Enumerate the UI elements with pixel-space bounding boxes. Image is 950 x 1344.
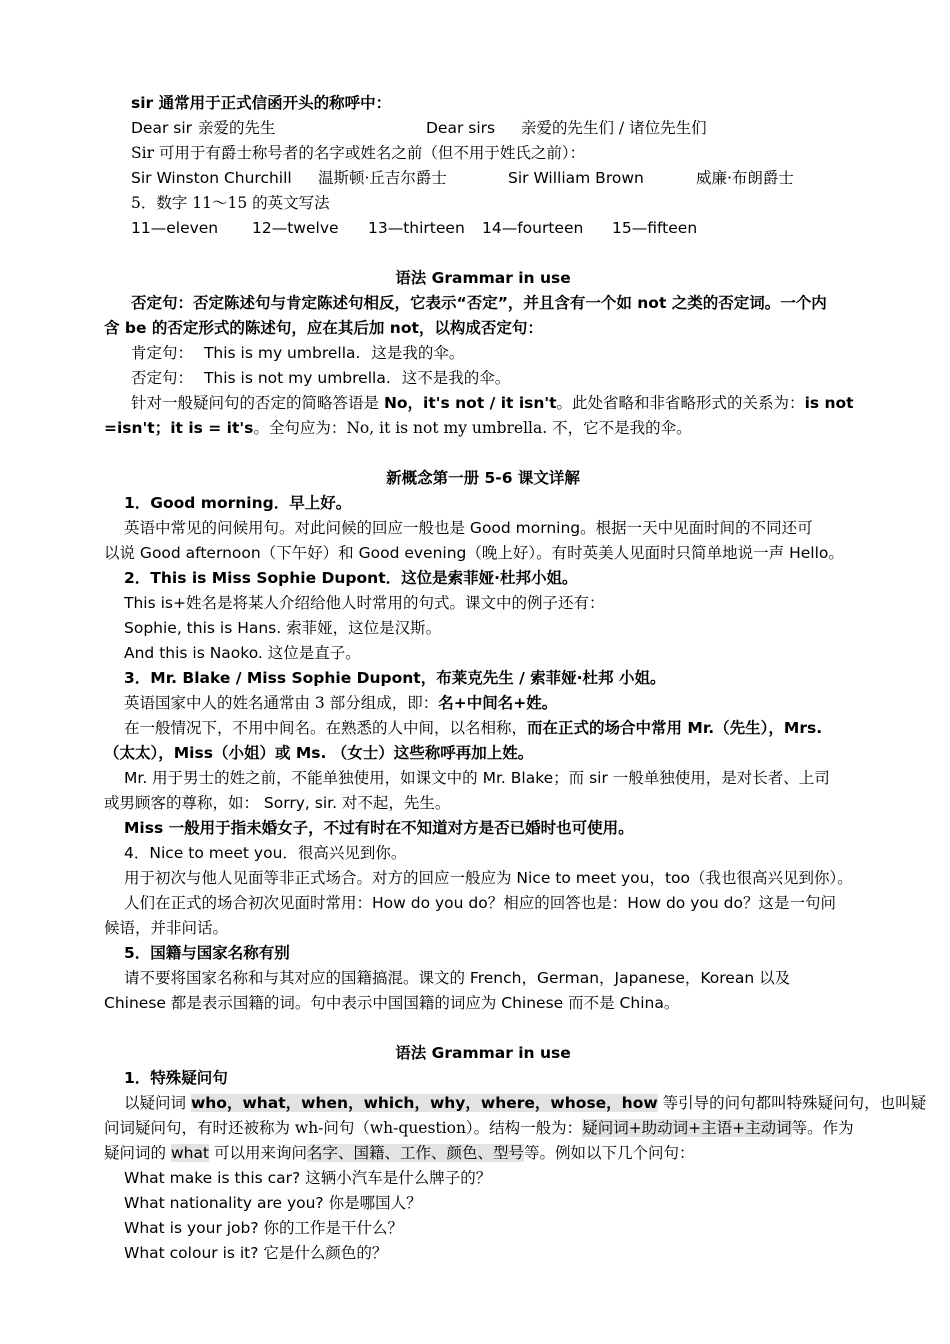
special-question-text: 以疑问词 [124,1094,191,1112]
special-question-text: 等引导的问句都叫特殊疑问句，也叫疑 [657,1094,927,1112]
negative-cn: 这不是我的伞。 [401,369,511,387]
short-answer-line1 [131,393,862,413]
point-3-text: 英语国家中人的姓名通常由 3 部分组成，即： [124,694,439,712]
point-4-line: 用于初次与他人见面等非正式场合。对方的回应一般应为 Nice to meet you，too（我也很高兴见到你）。 [124,869,853,887]
number-item: 11—eleven [131,219,219,237]
point-3-line [124,693,862,713]
negative-example [131,368,862,388]
example-question: What is your job? 你的工作是干什么？ [124,1219,404,1237]
special-question-text: 等。作为 [791,1119,854,1137]
example-question: What colour is it? 它是什么颜色的？ [124,1244,388,1262]
highlighted-text: 疑问词+助动词+主语+主动词 [582,1119,792,1137]
dear-sir-en: Dear sir [131,119,193,137]
point-4-line: 人们在正式的场合初次见面时常用：How do you do？相应的回答也是：How do you do？这是一句问 [124,894,836,912]
number-item: 12—twelve [252,219,339,237]
point-1-line: 以说 Good afternoon（下午好）和 Good evening（晚上好）。有时英美人见面时只简单地说一声 Hello。 [104,544,844,562]
short-answer-bold: is not [804,394,854,412]
highlighted-text: 名字、国籍、工作、颜色、型号 [306,1144,524,1162]
churchill-en: Sir Winston Churchill [131,169,292,187]
dear-sir-cn: 亲爱的先生 [198,119,276,137]
grammar-title-2: 语法 Grammar in use [395,1044,571,1062]
short-answer-text: 。此处省略和非省略形式的关系为： [556,394,805,412]
sir-usage: Sir 可用于有爵士称号者的名字或姓名之前（但不用于姓氏之前）： [131,144,586,162]
sir-heading: sir 通常用于正式信函开头的称呼中： [131,94,392,112]
short-answer-text: 。全句应为：No, it is not my umbrella. 不，它不是我的伞。 [253,419,692,437]
positive-cn: 这是我的伞。 [371,344,465,362]
point-5-heading: 5．国籍与国家名称有别 [124,944,290,962]
dear-sirs-cn: 亲爱的先生们 / 诸位先生们 [521,119,707,137]
point-4-heading: 4．Nice to meet you．很高兴见到你。 [124,844,407,862]
short-answer-line2 [104,418,862,438]
point-3-heading: 3．Mr. Blake / Miss Sophie Dupont，布莱克先生 / 索菲娅·杜邦 小姐。 [124,669,666,687]
point-5-line: 请不要将国家名称和与其对应的国籍搞混。课文的 French，German，Japanese，Korean 以及 [124,969,791,987]
point-5-line: Chinese 都是表示国籍的词。句中表示中国国籍的词应为 Chinese 而不是 China。 [104,994,680,1012]
point-2-line: Sophie, this is Hans. 索菲娅，这位是汉斯。 [124,619,442,637]
short-answer-bold: No，it's not / it isn't [383,394,557,412]
negative-def-line2: 含 be 的否定形式的陈述句，应在其后加 not，以构成否定句： [104,319,543,337]
negative-en: This is not my umbrella. [203,369,391,387]
point-3-line: 或男顾客的尊称，如： Sorry, sir. 对不起，先生。 [104,794,451,812]
grammar-title: 语法 Grammar in use [395,269,571,287]
negative-def-line1: 否定句：否定陈述句与肯定陈述句相反，它表示“否定”，并且含有一个如 not 之类的否定词。一个内 [131,294,827,312]
special-question-line [104,1118,862,1138]
number-item: 14—fourteen [482,219,584,237]
point-3-line: （太太），Miss（小姐）或 Ms. （女士）这些称呼再加上姓。 [104,744,534,762]
example-question: What make is this car? 这辆小汽车是什么牌子的？ [124,1169,492,1187]
example-question: What nationality are you? 你是哪国人？ [124,1194,422,1212]
brown-en: Sir William Brown [508,169,644,187]
special-question-heading: 1．特殊疑问句 [124,1069,228,1087]
point-3-bold: 而在正式的场合中常用 Mr.（先生），Mrs. [527,719,823,737]
number-item: 15—fifteen [612,219,698,237]
point-3-bold: 名+中间名+姓。 [438,694,558,712]
point-2-line: And this is Naoko. 这位是直子。 [124,644,361,662]
point-2-line: This is+姓名是将某人介绍给他人时常用的句式。课文中的例子还有： [124,594,605,612]
special-question-text: 问词疑问句，有时还被称为 wh-问句（wh-question）。结构一般为： [104,1119,583,1137]
churchill-cn: 温斯顿·丘吉尔爵士 [318,169,447,187]
positive-en: This is my umbrella. [203,344,361,362]
special-question-text: 可以用来询问 [209,1144,307,1162]
highlighted-text: who，what，when，which，why，where，whose，how [190,1094,658,1112]
special-question-text: 等。例如以下几个问句： [523,1144,695,1162]
point-1-heading: 1．Good morning．早上好。 [124,494,352,512]
lesson-title: 新概念第一册 5-6 课文详解 [386,469,580,487]
point-3-line: Miss 一般用于指未婚女子，不过有时在不知道对方是否已婚时也可使用。 [124,819,634,837]
point-2-heading: 2．This is Miss Sophie Dupont．这位是索菲娅·杜邦小姐。 [124,569,578,587]
numbers-heading: 5．数字 11～15 的英文写法 [131,194,330,212]
point-1-line: 英语中常见的问候用句。对此问候的回应一般也是 Good morning。根据一天中见面时间的不同还可 [124,519,813,537]
highlighted-text: what [170,1144,210,1162]
point-3-line [124,718,862,738]
special-question-line [104,1143,862,1163]
special-question-line [124,1093,927,1113]
point-3-line: Mr. 用于男士的姓之前，不能单独使用，如课文中的 Mr. Blake；而 sir 一般单独使用，是对长者、上司 [124,769,830,787]
special-question-text: 疑问词的 [104,1144,171,1162]
brown-cn: 威廉·布朗爵士 [696,169,794,187]
positive-label: 肯定句： [131,344,194,362]
point-3-text: 在一般情况下，不用中间名。在熟悉的人中间，以名相称， [124,719,528,737]
short-answer-bold: =isn't；it is = it's [104,419,254,437]
point-4-line: 候语，并非问话。 [104,919,229,937]
short-answer-text: 针对一般疑问句的否定的简略答语是 [131,394,384,412]
positive-example [131,343,862,363]
number-item: 13—thirteen [368,219,465,237]
negative-label: 否定句： [131,369,194,387]
dear-sirs-en: Dear sirs [426,119,496,137]
